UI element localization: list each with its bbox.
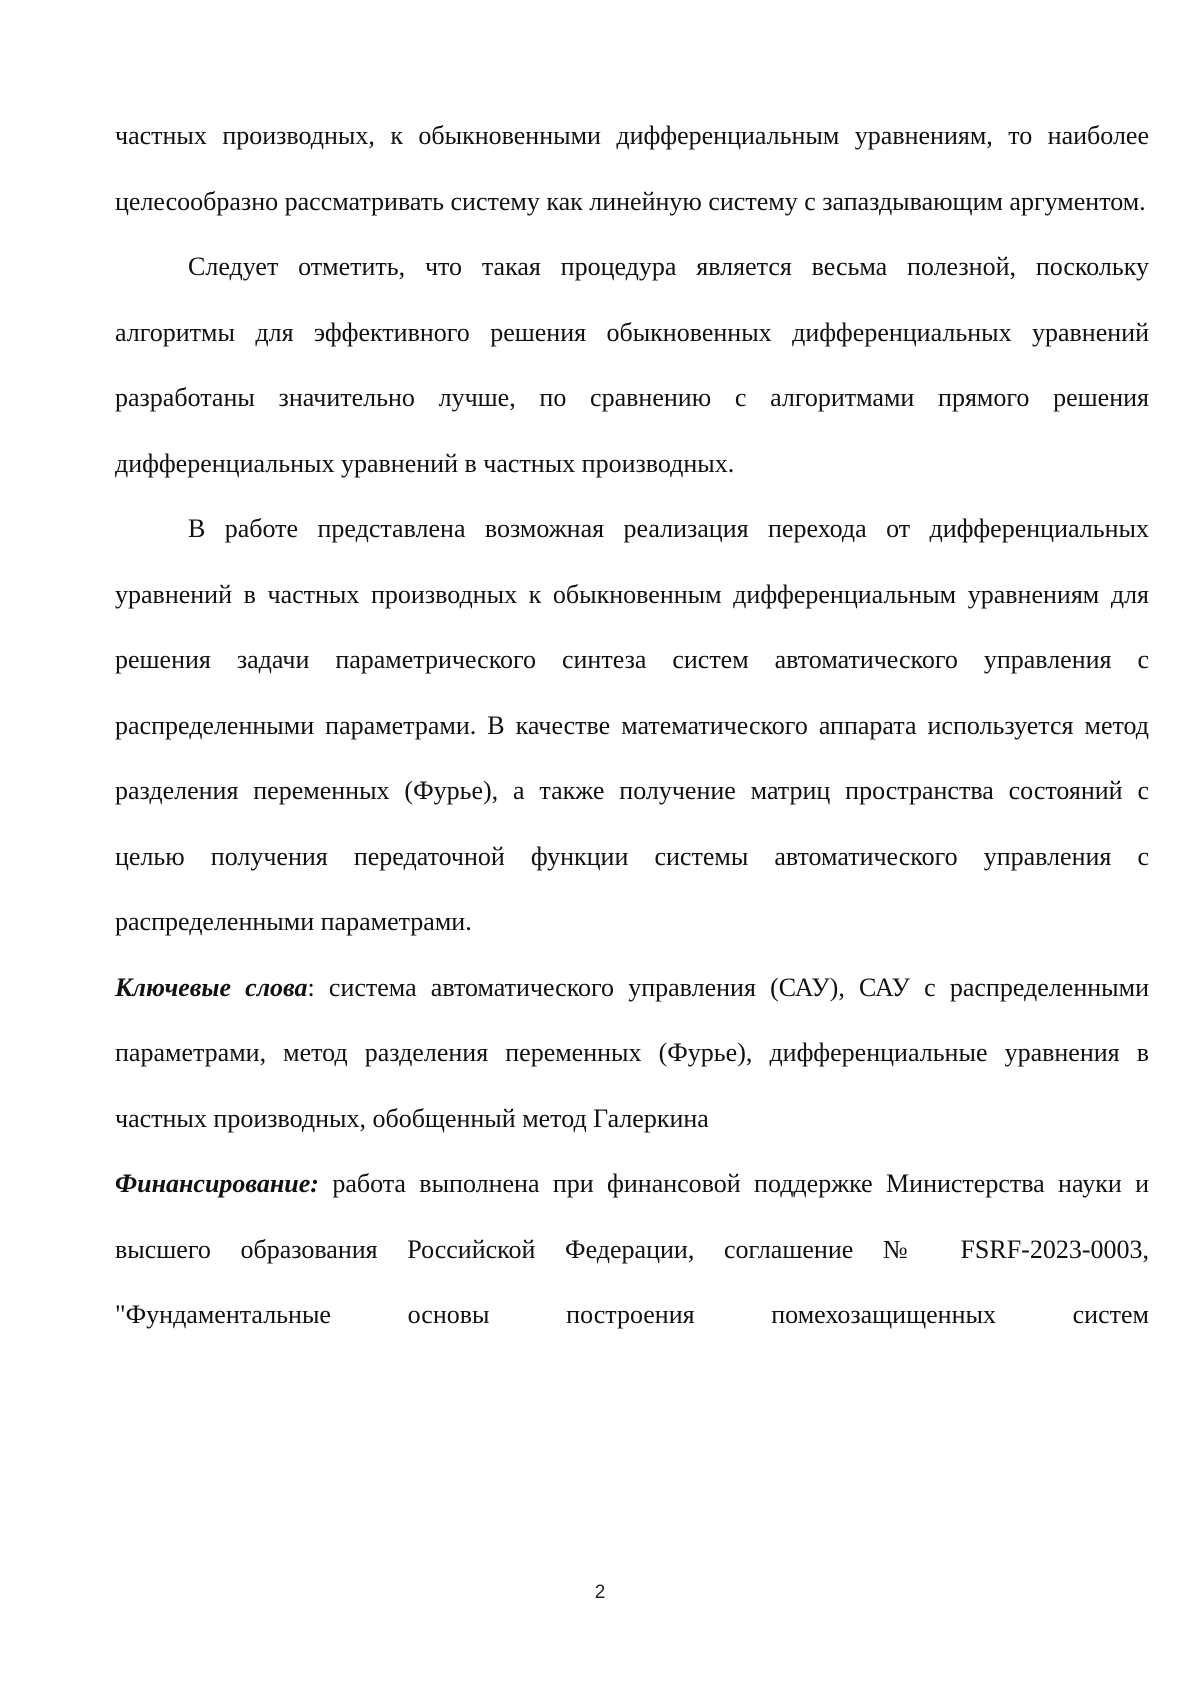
keywords-paragraph bbox=[115, 955, 1149, 1152]
keywords-text: система автоматического управления (САУ), САУ с распределенными параметрами, метод разделения переменных (Фурье), дифференциальные уравнения в частных производных, обобщенный метод Галеркина bbox=[115, 972, 1149, 1133]
paragraph-continuation: частных производных, к обыкновенными дифференциальным уравнениям, то наиболее целесообразно рассматривать систему как линейную систему с запаздывающим аргументом. bbox=[115, 121, 1149, 216]
paragraph-procedure-benefit: Следует отметить, что такая процедура является весьма полезной, поскольку алгоритмы для эффективного решения обыкновенных дифференциальных уравнений разработаны значительно лучше, по сравнению с алгоритмами прямого решения дифференциальных уравнений в частных производных. bbox=[115, 252, 1149, 478]
keywords-label: Ключевые слова bbox=[115, 972, 308, 1002]
keywords-separator: : bbox=[307, 972, 315, 1002]
funding-label: Финансирование: bbox=[115, 1169, 319, 1198]
funding-text: работа выполнена при финансовой поддержке Министерства науки и высшего образования Российской Федерации, соглашение № FSRF-2023-0003, "Фундаментальные основы построения помехозащищенных систем bbox=[115, 1169, 1149, 1329]
funding-paragraph bbox=[115, 1151, 1149, 1348]
page-number: 2 bbox=[594, 1582, 606, 1603]
paragraph-work-description: В работе представлена возможная реализация перехода от дифференциальных уравнений в частных производных к обыкновенным дифференциальным уравнениям для решения задачи параметрического синтеза систем автоматического управления с распределенными параметрами. В качестве математического аппарата используется метод разделения переменных (Фурье), а также получение матриц пространства состояний с целью получения передаточной функции системы автоматического управления с распределенными параметрами. bbox=[115, 514, 1149, 936]
document-page bbox=[115, 103, 1149, 1348]
